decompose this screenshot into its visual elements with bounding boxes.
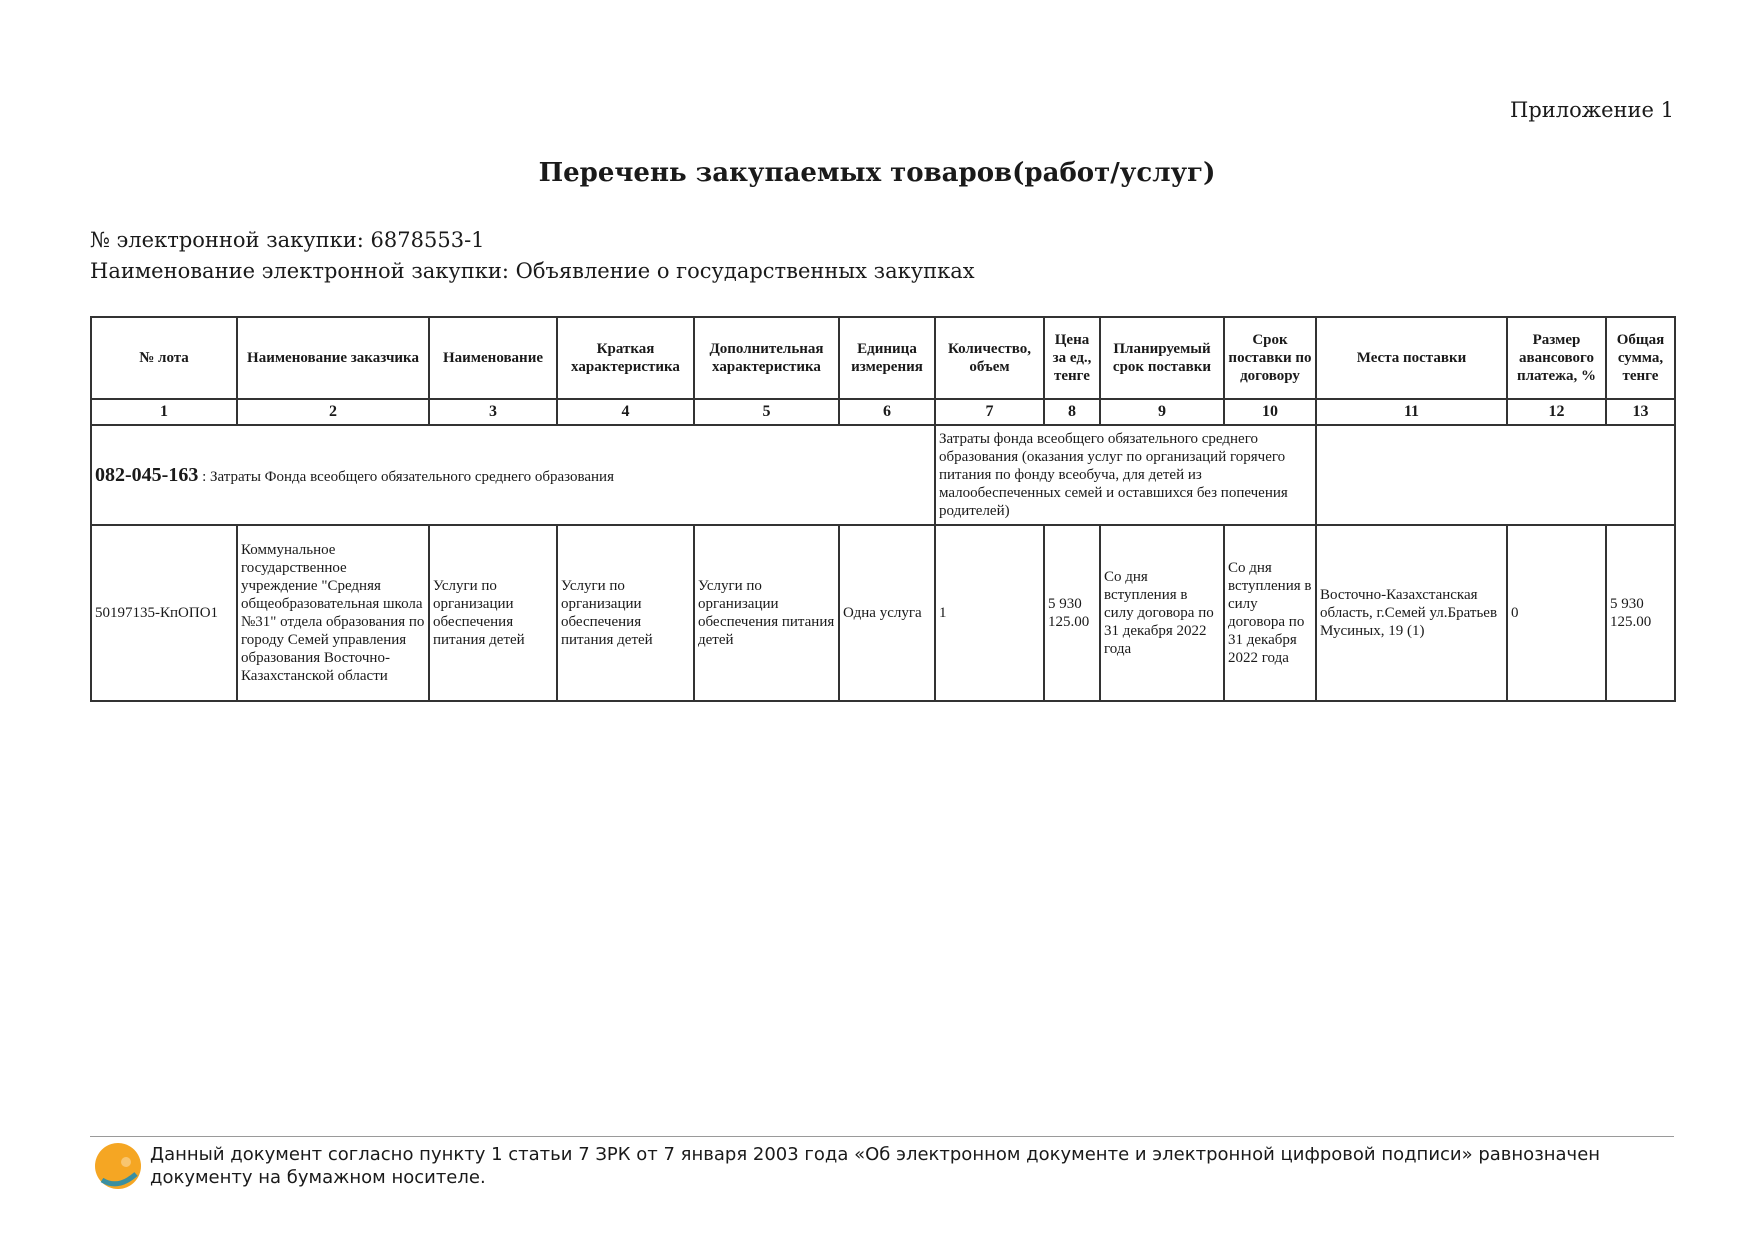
quantity: 1 [935,525,1044,701]
header-cell: Наименование заказчика [237,317,429,399]
document-title: Перечень закупаемых товаров(работ/услуг) [538,158,1216,188]
advance-payment: 0 [1507,525,1606,701]
header-cell: Срок поставки по договору [1224,317,1316,399]
header-cell: Количество, объем [935,317,1044,399]
customer-name: Коммунальное государственное учреждение "Средняя общеобразовательная школа №31" отдела образования по городу Семей управления образования Восточно-Казахстанской области [237,525,429,701]
egov-seal-icon [92,1140,144,1192]
column-number: 1 [91,399,237,425]
item-name: Услуги по организации обеспечения питания детей [429,525,557,701]
footer-divider [90,1136,1674,1137]
lot-number: 50197135-КпОПО1 [91,525,237,701]
budget-section-row [91,425,1675,525]
header-cell: Места поставки [1316,317,1507,399]
column-number: 5 [694,399,839,425]
column-number: 4 [557,399,694,425]
column-number: 9 [1100,399,1224,425]
header-cell: Краткая характеристика [557,317,694,399]
budget-note: Затраты фонда всеобщего обязательного среднего образования (оказания услуг по организаций горячего питания по фонду всеобуча, для детей из малообеспеченных семей и оставшихся без попечения родителей) [935,425,1316,525]
column-number: 3 [429,399,557,425]
unit-price: 5 930 125.00 [1044,525,1100,701]
column-number: 11 [1316,399,1507,425]
column-number: 2 [237,399,429,425]
total-sum: 5 930 125.00 [1606,525,1675,701]
header-row [91,317,1675,399]
extra-description: Услуги по организации обеспечения питания детей [694,525,839,701]
header-cell: Дополнительная характеристика [694,317,839,399]
column-number: 7 [935,399,1044,425]
budget-empty-cell [1316,425,1675,525]
header-cell: № лота [91,317,237,399]
budget-code-cell [91,425,935,525]
column-number-row [91,399,1675,425]
header-cell: Общая сумма, тенге [1606,317,1675,399]
appendix-label: Приложение 1 [1510,98,1674,122]
budget-code-description: : Затраты Фонда всеобщего обязательного среднего образования [198,469,614,485]
header-cell: Размер авансового платежа, % [1507,317,1606,399]
procurement-name: Наименование электронной закупки: Объявление о государственных закупках [90,259,975,283]
planned-term: Со дня вступления в силу договора по 31 декабря 2022 года [1100,525,1224,701]
column-number: 6 [839,399,935,425]
procurement-number: № электронной закупки: 6878553-1 [90,228,485,252]
table-row [91,525,1675,701]
column-number: 10 [1224,399,1316,425]
header-cell: Цена за ед., тенге [1044,317,1100,399]
lots-table [90,316,1676,702]
contract-term: Со дня вступления в силу договора по 31 декабря 2022 года [1224,525,1316,701]
legal-notice: Данный документ согласно пункту 1 статьи 7 ЗРК от 7 января 2003 года «Об электронном документе и электронной цифровой подписи» равнозначен документу на бумажном носителе. [150,1144,1601,1188]
header-cell: Наименование [429,317,557,399]
header-cell: Планируемый срок поставки [1100,317,1224,399]
unit: Одна услуга [839,525,935,701]
delivery-place: Восточно-Казахстанская область, г.Семей ул.Братьев Мусиных, 19 (1) [1316,525,1507,701]
header-cell: Единица измерения [839,317,935,399]
column-number: 13 [1606,399,1675,425]
short-description: Услуги по организации обеспечения питания детей [557,525,694,701]
budget-code: 082-045-163 [95,464,199,486]
column-number: 12 [1507,399,1606,425]
column-number: 8 [1044,399,1100,425]
